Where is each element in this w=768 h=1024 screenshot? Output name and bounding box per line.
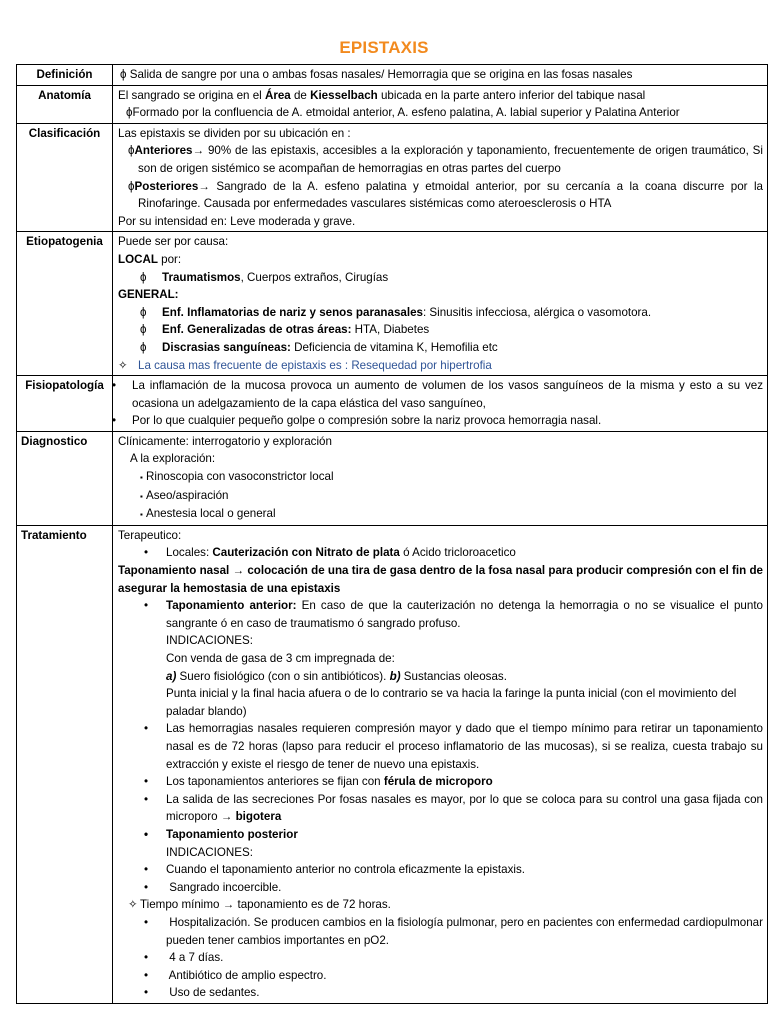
etio-general (118, 286, 763, 304)
bullet-icon: • (144, 915, 149, 929)
diamond-icon: ✧ (128, 898, 138, 912)
definicion-text: ϕ Salida de sangre por una o ambas fosas nasales/ Hemorragia que se origina en las fosas nasales (120, 68, 633, 81)
text-segment: Suero fisiológico (con o sin antibióticos). (176, 669, 390, 683)
bullet-icon: • (144, 775, 149, 789)
etio-causa (118, 357, 763, 375)
diag-item (118, 505, 763, 524)
bullet-icon: • (144, 863, 149, 877)
etio-generalizadas (118, 321, 763, 339)
bullet-icon: • (144, 546, 149, 560)
text-segment-bold: a) (166, 669, 177, 683)
trat-fijan (118, 773, 763, 791)
bullet-icon: • (144, 792, 149, 806)
text-segment: Taponamiento nasal (118, 564, 230, 578)
text-segment: Sustancias oleosas. (400, 669, 507, 683)
content-tratamiento (113, 525, 768, 1003)
row-diagnostico (17, 431, 768, 525)
text-segment-bold: Posteriores (134, 179, 199, 193)
text-segment: La causa mas frecuente de epistaxis es : Resequedad por hipertrofia (138, 358, 492, 372)
text-segment-bold: Traumatismos (162, 270, 241, 284)
page-title: EPISTAXIS (339, 38, 429, 57)
trat-sedantes (118, 984, 763, 1002)
phi-icon: ϕ (128, 179, 135, 193)
text-segment-bold: Cauterización con Nitrato de plata (212, 546, 400, 560)
row-etiopatogenia (17, 232, 768, 376)
fisio-p1 (112, 377, 763, 412)
bullet-icon: • (144, 951, 149, 965)
text-segment-bold: bigotera (235, 810, 282, 824)
bullet-icon: • (144, 986, 149, 1000)
text-segment: Sangrado de la A. esfeno palatina y etmoidal anterior, por su cercanía a la coana discurre por la Rinofaringe. Causada por enfermedades vasculares sistémicas como ateroesclerosis o HTA (138, 179, 763, 211)
phi-icon: ϕ (140, 270, 147, 284)
text-segment: Los taponamientos anteriores se fijan con (166, 775, 384, 789)
text-segment-bold: Taponamiento anterior: (166, 599, 297, 613)
arrow-icon: → (192, 144, 205, 158)
bullet-icon: • (112, 414, 117, 428)
text-segment: El sangrado se origina en el (118, 88, 265, 102)
diag-item (118, 468, 763, 487)
text-segment: La inflamación de la mucosa provoca un aumento de volumen de los vasos sanguíneos de la misma y esto a su vez ocasiona un adelgazamiento de la capa elástica del vaso sanguíneo, (132, 379, 763, 410)
text-segment: Locales: (166, 546, 213, 560)
text-segment: Sangrado incoercible. (166, 880, 282, 894)
trat-salida (118, 791, 763, 826)
trat-opciones (118, 668, 763, 686)
clasificacion-posteriores (118, 178, 763, 213)
text-segment: Las hemorragias nasales requieren compresión mayor y dado que el tiempo mínimo para retirar un taponamiento nasal es de 72 horas (lapso para reducir el proceso inflamatorio de las mucosas), si se realiza, cuesta trabajo su extracción y existe el riesgo de tener de nuevo una epistaxis. (166, 722, 763, 771)
text-segment-bold: Kiesselbach (310, 88, 378, 102)
text-segment: Deficiencia de vitamina K, Hemofilia etc (290, 340, 498, 354)
etio-local (118, 251, 763, 269)
trat-tap-anterior (118, 597, 763, 632)
phi-icon: ϕ (140, 305, 147, 319)
square-bullet-icon: ▪ (140, 491, 143, 501)
trat-indicaciones: INDICACIONES: (166, 634, 253, 648)
label-etiopatogenia: Etiopatogenia (17, 232, 113, 376)
text-segment: : Sinusitis infecciosa, alérgica o vasomotora. (422, 305, 652, 319)
trat-punta: Punta inicial y la final hacia afuera o de lo contrario se va hacia la faringe la punta inicial (con el movimiento del paladar blando) (166, 687, 737, 718)
content-fisiopatologia (113, 376, 768, 432)
text-segment: Rinoscopia con vasoconstrictor local (146, 470, 334, 484)
text-segment-bold: GENERAL: (118, 288, 179, 302)
bullet-icon: • (144, 827, 149, 841)
etio-inflamatorias (118, 304, 763, 322)
content-anatomia (113, 85, 768, 123)
content-definicion (113, 65, 768, 86)
content-etiopatogenia (113, 232, 768, 376)
row-clasificacion (17, 123, 768, 232)
row-tratamiento (17, 525, 768, 1003)
content-clasificacion (113, 123, 768, 232)
text-segment-bold: férula de microporo (383, 775, 493, 789)
clasificacion-intensidad: Por su intensidad en: Leve moderada y grave. (118, 214, 356, 228)
text-segment: Aseo/aspiración (146, 488, 229, 502)
text-segment-bold: Enf. Inflamatorias de nariz y senos paranasales (162, 305, 423, 319)
text-segment: En caso de que la cauterización no detenga la hemorragia o no se visualice el punto sangrante ó en caso de traumatismo ó sangrado profuso. (166, 599, 763, 630)
label-clasificacion: Clasificación (17, 123, 113, 232)
trat-hemorragias (118, 720, 763, 773)
text-segment: Uso de sedantes. (166, 986, 260, 1000)
text-segment-bold: LOCAL (118, 252, 158, 266)
fisio-p2 (112, 412, 763, 430)
bullet-icon: • (144, 968, 149, 982)
diamond-icon: ✧ (118, 358, 128, 372)
bullet-icon: • (144, 599, 149, 613)
text-segment: ó Acido tricloroacetico (399, 546, 516, 560)
text-segment: ubicada en la parte antero inferior del tabique nasal (377, 88, 646, 102)
text-segment: Tiempo mínimo → taponamiento es de 72 horas. (140, 898, 391, 912)
text-segment: La salida de las secreciones Por fosas nasales es mayor, por lo que se coloca para su control una gasa fijada con microporo → (166, 792, 763, 824)
text-segment-bold: Anteriores (134, 144, 193, 158)
bullet-icon: • (144, 880, 149, 894)
row-fisiopatologia (17, 376, 768, 432)
etio-discrasias (118, 339, 763, 357)
clasificacion-intro: Las epistaxis se dividen por su ubicación en : (118, 126, 351, 140)
trat-tap-nasal (118, 562, 763, 597)
row-definicion (17, 65, 768, 86)
trat-tiempo (118, 896, 763, 914)
anatomia-line-2: ϕFormado por la confluencia de A. etmoidal anterior, A. esfeno palatina, A. labial superior y Palatina Anterior (126, 106, 680, 120)
text-segment: por: (157, 252, 182, 266)
text-segment: Hospitalización. Se producen cambios en la fisiología pulmonar, pero en pacientes con enfermedad cardiopulmonar pueden tener cambios importantes en pO2. (166, 915, 763, 947)
trat-dias (118, 949, 763, 967)
square-bullet-icon: ▪ (140, 510, 143, 520)
trat-antibiotico (118, 967, 763, 985)
text-segment-bold: Discrasias sanguíneas: (162, 340, 291, 354)
content-diagnostico (113, 431, 768, 525)
trat-tap-posterior (118, 826, 763, 844)
text-segment: Antibiótico de amplio espectro. (166, 968, 327, 982)
bullet-icon: • (144, 722, 149, 736)
text-segment: → colocación de una tira de gasa dentro de la fosa nasal para producir compresión con el fin de asegurar la hemostasia de una epistaxis (118, 564, 763, 595)
text-segment-bold: Taponamiento posterior (166, 827, 298, 841)
anatomia-line-1 (118, 87, 763, 105)
trat-locales (118, 544, 763, 562)
text-segment-bold: Enf. Generalizadas de otras áreas: (162, 323, 352, 337)
text-segment: HTA, Diabetes (351, 323, 430, 337)
row-anatomia (17, 85, 768, 123)
label-fisiopatologia: Fisiopatología (17, 376, 113, 432)
trat-venda: Con venda de gasa de 3 cm impregnada de: (166, 652, 395, 665)
phi-icon: ϕ (128, 144, 135, 158)
arrow-icon: → (198, 179, 210, 193)
phi-icon: ϕ (140, 340, 147, 354)
clasificacion-anteriores (118, 142, 763, 177)
epistaxis-table (16, 64, 768, 1004)
etio-traumatismos (118, 269, 763, 287)
text-segment: Cuando el taponamiento anterior no controla eficazmente la epistaxis. (166, 863, 525, 877)
trat-terapeutico: Terapeutico: (118, 528, 182, 542)
text-segment: de (290, 88, 311, 102)
etio-intro: Puede ser por causa: (118, 235, 229, 249)
text-segment-bold: b) (389, 669, 401, 683)
trat-hospital (118, 914, 763, 949)
diag-item (118, 487, 763, 506)
text-segment: , Cuerpos extraños, Cirugías (240, 270, 389, 284)
label-anatomia: Anatomía (17, 85, 113, 123)
phi-icon: ϕ (140, 323, 147, 337)
text-segment: Anestesia local o general (146, 507, 276, 521)
text-segment: 4 a 7 días. (166, 951, 224, 965)
diag-intro: Clínicamente: interrogatorio y exploración (118, 434, 332, 448)
square-bullet-icon: ▪ (140, 473, 143, 483)
bullet-icon: • (112, 379, 117, 393)
text-segment: Por lo que cualquier pequeño golpe o compresión sobre la nariz provoca hemorragia nasal. (132, 414, 602, 428)
trat-cuando (118, 861, 763, 879)
trat-sangrado (118, 879, 763, 897)
diag-exploracion: A la exploración: (130, 452, 216, 466)
label-tratamiento: Tratamiento (17, 525, 113, 1003)
label-definicion: Definición (17, 65, 113, 86)
trat-indicaciones-2: INDICACIONES: (166, 845, 253, 859)
label-diagnostico: Diagnostico (17, 431, 113, 525)
text-segment: 90% de las epistaxis, accesibles a la exploración y taponamiento, frecuentemente de origen traumático, Si son de origen sistémico se acompañan de hemorragias en otras partes del cuerpo (138, 144, 763, 175)
text-segment-bold: Área (264, 88, 291, 102)
